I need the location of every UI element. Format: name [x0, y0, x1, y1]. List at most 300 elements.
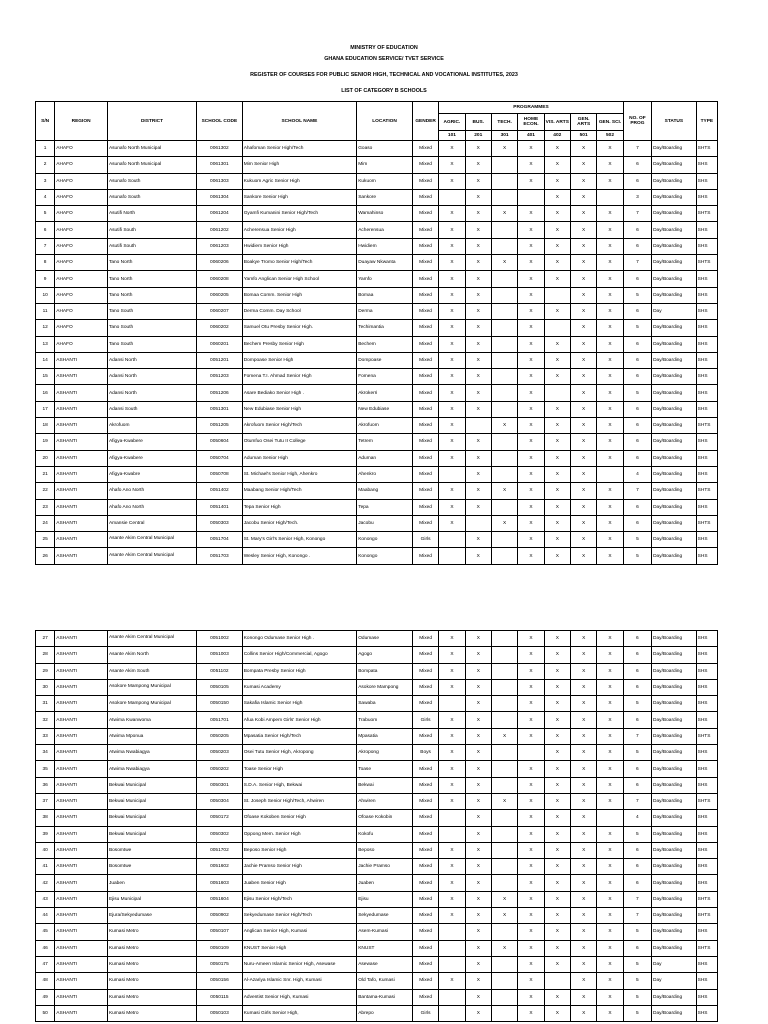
table-row [36, 320, 718, 336]
cell-gender: Mixed [412, 956, 438, 972]
cell-gen-arts: X [571, 793, 597, 809]
cell-gen-sci: X [597, 255, 623, 271]
cell-tech [491, 173, 517, 189]
cell-location: Acherensua [357, 222, 413, 238]
table-row [36, 631, 718, 647]
cell-region: ASHANTI [55, 712, 108, 728]
cell-num-prog: 6 [623, 499, 651, 515]
cell-gen-arts: X [570, 532, 596, 548]
cell-type: SHS [696, 336, 717, 352]
cell-num-prog: 7 [623, 891, 651, 907]
cell-location: Goaso [357, 141, 413, 157]
cell-bus: X [465, 826, 491, 842]
cell-sn: 50 [36, 1005, 55, 1021]
cell-gender: Mixed [412, 466, 438, 482]
table-row [36, 548, 718, 564]
cell-region: ASHANTI [55, 548, 108, 564]
header-code-401: 401 [518, 131, 544, 141]
table-row [36, 206, 718, 222]
cell-school-name: Oppong Mem. Senior High [242, 826, 357, 842]
cell-type: SHS [696, 875, 717, 891]
table-row [36, 1005, 718, 1021]
cell-district: Asante Akim South [107, 663, 196, 679]
cell-location: Sankore [357, 189, 413, 205]
cell-num-prog: 5 [623, 924, 651, 940]
cell-gen-arts: X [571, 940, 597, 956]
cell-school-name: Adventist Senior High, Kumasi [242, 989, 357, 1005]
cell-home-econ: X [518, 924, 544, 940]
cell-sn: 25 [36, 532, 55, 548]
cell-gen-sci: X [597, 401, 623, 417]
cell-location: Duayaw Nkwanta [357, 255, 413, 271]
cell-gen-sci: X [597, 434, 623, 450]
cell-gender: Boys [412, 745, 438, 761]
cell-tech [491, 745, 517, 761]
cell-home-econ: X [518, 450, 544, 466]
table-row [36, 810, 718, 826]
cell-tech: X [491, 940, 517, 956]
cell-gender: Mixed [412, 875, 438, 891]
cell-gen-arts: X [570, 434, 596, 450]
cell-gen-sci: X [597, 238, 623, 254]
cell-school-name: Sankore Senior High [242, 189, 357, 205]
cell-gen-arts: X [570, 189, 596, 205]
cell-school-name: Ofoase Kokoben Senior High [242, 810, 357, 826]
cell-agric [439, 956, 465, 972]
cell-gen-sci: X [597, 908, 623, 924]
cell-district: Kumasi Metro [107, 1005, 196, 1021]
cell-location: Wamahinso [357, 206, 413, 222]
cell-gender: Mixed [412, 647, 438, 663]
cell-bus: X [465, 908, 491, 924]
cell-status: Day [652, 303, 697, 319]
cell-gen-sci: X [597, 1005, 623, 1021]
table-row [36, 679, 718, 695]
cell-school-code: 0050150 [197, 696, 243, 712]
cell-tech [491, 842, 517, 858]
cell-type: SHS [696, 320, 717, 336]
cell-school-name: Derma Comm. Day School [242, 303, 357, 319]
cell-status: Day/Boarding [652, 320, 697, 336]
cell-location: Asem-Kumasi [357, 924, 413, 940]
cell-bus: X [465, 499, 491, 515]
cell-location: Jacobu [357, 515, 413, 531]
cell-type: SHS [696, 1005, 717, 1021]
table-row [36, 940, 718, 956]
cell-district: Asante Akim Central Municipal [107, 532, 196, 548]
cell-type: SHTS [696, 940, 717, 956]
cell-gen-sci: X [597, 663, 623, 679]
table-row [36, 875, 718, 891]
cell-agric: X [439, 206, 465, 222]
cell-agric: X [439, 238, 465, 254]
cell-district: Kumasi Metro [107, 973, 196, 989]
cell-sn: 47 [36, 956, 55, 972]
cell-tech [491, 336, 517, 352]
cell-gen-sci: X [597, 532, 623, 548]
cell-tech [491, 189, 517, 205]
cell-gen-sci: X [597, 450, 623, 466]
cell-region: ASHANTI [55, 418, 108, 434]
cell-status: Day/Boarding [652, 679, 697, 695]
cell-vis-arts: X [544, 206, 570, 222]
cell-agric: X [439, 712, 465, 728]
cell-district: Kumasi Metro [107, 924, 196, 940]
cell-bus: X [465, 989, 491, 1005]
cell-num-prog: 5 [623, 1005, 651, 1021]
cell-sn: 22 [36, 483, 55, 499]
cell-home-econ: X [518, 499, 544, 515]
cell-home-econ: X [518, 548, 544, 564]
cell-location: Bompata [357, 663, 413, 679]
cell-bus: X [465, 222, 491, 238]
cell-agric: X [439, 255, 465, 271]
cell-school-name: Tepa Senior High [242, 499, 357, 515]
cell-school-code: 0051701 [197, 712, 243, 728]
cell-bus: X [465, 320, 491, 336]
cell-bus: X [465, 842, 491, 858]
cell-num-prog: 6 [623, 875, 651, 891]
cell-school-code: 0060207 [197, 303, 243, 319]
cell-school-name: Otumfuo Osei Tutu II College [242, 434, 357, 450]
register-title: REGISTER OF COURSES FOR PUBLIC SENIOR HIGH, TECHNICAL AND VOCATIONAL INSTITUTES, 2023 [250, 72, 518, 78]
cell-sn: 15 [36, 369, 55, 385]
cell-sn: 28 [36, 647, 55, 663]
cell-agric: X [439, 973, 465, 989]
cell-gender: Mixed [412, 222, 438, 238]
cell-gen-arts: X [571, 679, 597, 695]
cell-district: Atwima Mponua [107, 728, 196, 744]
cell-num-prog: 5 [623, 745, 651, 761]
cell-district: Amansie Central [107, 515, 196, 531]
cell-region: AHAFO [55, 141, 108, 157]
cell-district: Asante Akim Central Municipal [107, 548, 196, 564]
cell-region: ASHANTI [55, 647, 108, 663]
cell-tech [491, 924, 517, 940]
cell-agric: X [439, 157, 465, 173]
cell-school-name: Yamfo Anglican Senior High School [242, 271, 357, 287]
cell-location: KNUST [357, 940, 413, 956]
cell-gender: Mixed [412, 141, 438, 157]
cell-gen-sci: X [597, 157, 623, 173]
cell-tech [491, 466, 517, 482]
header-code-101: 101 [439, 131, 465, 141]
cell-status: Day/Boarding [652, 777, 697, 793]
cell-bus: X [465, 352, 491, 368]
cell-tech: X [491, 255, 517, 271]
cell-school-name: Collins Senior High/Commercial, Agogo [242, 647, 357, 663]
cell-type: SHS [696, 287, 717, 303]
table-row [36, 696, 718, 712]
cell-num-prog: 6 [623, 173, 651, 189]
cell-vis-arts: X [544, 679, 570, 695]
cell-sn: 13 [36, 336, 55, 352]
cell-vis-arts: X [544, 418, 570, 434]
cell-num-prog: 6 [623, 761, 651, 777]
cell-district: Bosomtwe [107, 842, 196, 858]
header-code-201: 201 [465, 131, 491, 141]
cell-gen-arts: X [571, 712, 597, 728]
cell-type: SHS [696, 385, 717, 401]
cell-agric: X [439, 908, 465, 924]
cell-bus: X [465, 810, 491, 826]
cell-agric: X [439, 761, 465, 777]
cell-type: SHS [696, 352, 717, 368]
cell-agric: X [439, 483, 465, 499]
cell-status: Day/Boarding [652, 712, 697, 728]
cell-gender: Mixed [412, 287, 438, 303]
cell-vis-arts: X [544, 956, 570, 972]
cell-sn: 21 [36, 466, 55, 482]
cell-num-prog: 7 [623, 141, 651, 157]
cell-vis-arts: X [544, 189, 570, 205]
cell-district: Asunafo South [107, 189, 196, 205]
cell-vis-arts: X [544, 173, 570, 189]
cell-sn: 43 [36, 891, 55, 907]
cell-school-name: Boakye Tromo Senior High/Tech [242, 255, 357, 271]
cell-gender: Mixed [412, 761, 438, 777]
cell-gen-arts: X [571, 663, 597, 679]
cell-region: ASHANTI [55, 434, 108, 450]
cell-agric: X [439, 663, 465, 679]
cell-agric [439, 810, 465, 826]
cell-gen-arts: X [571, 826, 597, 842]
cell-school-code: 0050704 [197, 450, 243, 466]
cell-school-name: S.D.A. Senior High, Bekwai [242, 777, 357, 793]
cell-school-code: 0050103 [197, 1005, 243, 1021]
cell-district: Ahafo Ano North [107, 483, 196, 499]
cell-num-prog: 6 [623, 515, 651, 531]
cell-bus: X [465, 924, 491, 940]
cell-status: Day/Boarding [652, 499, 697, 515]
cell-gender: Mixed [412, 859, 438, 875]
cell-vis-arts: X [544, 875, 570, 891]
cell-gender: Mixed [412, 157, 438, 173]
table-row [36, 712, 718, 728]
cell-gen-arts: X [571, 761, 597, 777]
cell-agric: X [439, 303, 465, 319]
cell-status: Day [652, 973, 697, 989]
cell-school-code: 0050156 [197, 973, 243, 989]
cell-status: Day/Boarding [652, 761, 697, 777]
cell-num-prog: 7 [623, 908, 651, 924]
cell-vis-arts: X [544, 891, 570, 907]
cell-bus: X [465, 793, 491, 809]
cell-agric [439, 548, 465, 564]
cell-status: Day/Boarding [652, 369, 697, 385]
cell-district: Ejura/Sekyedumase [107, 908, 196, 924]
cell-tech: X [491, 793, 517, 809]
cell-location: Hwidiem [357, 238, 413, 254]
cell-tech [491, 320, 517, 336]
cell-sn: 35 [36, 761, 55, 777]
cell-num-prog: 6 [623, 631, 651, 647]
cell-vis-arts [544, 973, 570, 989]
cell-home-econ: X [518, 287, 544, 303]
cell-vis-arts: X [544, 810, 570, 826]
cell-home-econ: X [518, 940, 544, 956]
cell-bus: X [465, 173, 491, 189]
cell-tech [491, 222, 517, 238]
cell-agric [439, 532, 465, 548]
cell-district: Afigya-Kwabere [107, 450, 196, 466]
cell-num-prog: 5 [623, 956, 651, 972]
cell-bus: X [465, 777, 491, 793]
cell-gen-sci: X [597, 352, 623, 368]
cell-gen-arts: X [570, 515, 596, 531]
table-row [36, 973, 718, 989]
cell-gen-arts: X [570, 141, 596, 157]
cell-gen-sci [597, 189, 623, 205]
cell-num-prog: 6 [623, 369, 651, 385]
cell-vis-arts: X [544, 141, 570, 157]
cell-gen-arts: X [570, 222, 596, 238]
cell-region: AHAFO [55, 303, 108, 319]
cell-type: SHTS [696, 418, 717, 434]
cell-type: SHS [696, 663, 717, 679]
cell-type: SHTS [696, 793, 717, 809]
table-row [36, 989, 718, 1005]
cell-home-econ [518, 189, 544, 205]
cell-district: Asante Akim Central Municipal [107, 631, 196, 647]
cell-num-prog: 6 [623, 712, 651, 728]
cell-vis-arts [544, 385, 570, 401]
cell-region: ASHANTI [55, 973, 108, 989]
cell-location: Old Tafo, Kumasi [357, 973, 413, 989]
cell-school-name: Hwidiem Senior High [242, 238, 357, 254]
cell-home-econ: X [518, 483, 544, 499]
cell-type: SHS [696, 631, 717, 647]
cell-type: SHTS [696, 255, 717, 271]
cell-location: Bechem [357, 336, 413, 352]
cell-school-name: Bompata Presby Senior High [242, 663, 357, 679]
cell-location: Bantama-Kumasi [357, 989, 413, 1005]
cell-bus: X [465, 1005, 491, 1021]
cell-type: SHTS [696, 483, 717, 499]
cell-num-prog: 6 [623, 434, 651, 450]
cell-bus: X [465, 696, 491, 712]
cell-type: SHS [696, 271, 717, 287]
cell-gen-arts: X [570, 401, 596, 417]
cell-sn: 12 [36, 320, 55, 336]
service-title: GHANA EDUCATION SERVICE/ TVET SERVICE [324, 56, 444, 62]
cell-bus: X [465, 271, 491, 287]
cell-school-name: Samuel Otu Presby Senior High. [242, 320, 357, 336]
cell-district: Bosomtwe [107, 859, 196, 875]
cell-gen-arts: X [570, 157, 596, 173]
cell-gen-arts: X [570, 238, 596, 254]
cell-location: New Edubiase [357, 401, 413, 417]
cell-bus: X [465, 238, 491, 254]
cell-status: Day/Boarding [652, 1005, 697, 1021]
cell-vis-arts: X [544, 826, 570, 842]
cell-region: ASHANTI [55, 891, 108, 907]
cell-gen-sci [597, 466, 623, 482]
cell-home-econ: X [518, 141, 544, 157]
cell-gender: Mixed [412, 385, 438, 401]
cell-tech [491, 352, 517, 368]
cell-sn: 3 [36, 173, 55, 189]
cell-school-name: Fomena T.I. Ahmad Senior High [242, 369, 357, 385]
cell-sn: 27 [36, 631, 55, 647]
cell-gen-sci: X [597, 336, 623, 352]
cell-num-prog: 6 [623, 777, 651, 793]
cell-school-name: Sekyedumase Senior High/Tech [242, 908, 357, 924]
cell-type: SHS [696, 157, 717, 173]
schools-table-part-1 [35, 101, 718, 565]
cell-gen-arts: X [571, 777, 597, 793]
cell-location: Sawaba [357, 696, 413, 712]
cell-district: Asunafo North Municipal [107, 157, 196, 173]
cell-region: ASHANTI [55, 810, 108, 826]
cell-home-econ: X [518, 647, 544, 663]
cell-gen-arts: X [571, 989, 597, 1005]
cell-vis-arts: X [544, 401, 570, 417]
cell-region: AHAFO [55, 238, 108, 254]
cell-region: AHAFO [55, 173, 108, 189]
cell-gender: Mixed [412, 696, 438, 712]
cell-type: SHS [696, 761, 717, 777]
cell-status: Day/Boarding [652, 189, 697, 205]
category-title: LIST OF CATEGORY B SCHOOLS [341, 88, 427, 94]
cell-agric: X [439, 369, 465, 385]
cell-gen-sci: X [597, 712, 623, 728]
cell-vis-arts: X [544, 255, 570, 271]
cell-status: Day/Boarding [652, 173, 697, 189]
cell-location: Maabang [357, 483, 413, 499]
cell-home-econ: X [518, 1005, 544, 1021]
cell-num-prog: 5 [623, 826, 651, 842]
cell-bus: X [465, 206, 491, 222]
cell-location: Ahenkro [357, 466, 413, 482]
table-row [36, 173, 718, 189]
cell-gen-sci: X [597, 761, 623, 777]
cell-location: Yamfo [357, 271, 413, 287]
cell-home-econ: X [518, 255, 544, 271]
cell-agric: X [439, 173, 465, 189]
cell-status: Day/Boarding [652, 532, 697, 548]
cell-tech [491, 826, 517, 842]
cell-tech [491, 875, 517, 891]
cell-sn: 5 [36, 206, 55, 222]
table-row [36, 859, 718, 875]
cell-vis-arts: X [544, 859, 570, 875]
cell-tech [491, 777, 517, 793]
cell-location: Agogo [357, 647, 413, 663]
cell-gen-sci: X [597, 320, 623, 336]
cell-gen-sci: X [597, 924, 623, 940]
cell-tech [491, 859, 517, 875]
cell-type: SHS [696, 712, 717, 728]
cell-vis-arts: X [544, 303, 570, 319]
cell-gender: Mixed [412, 989, 438, 1005]
cell-home-econ: X [518, 418, 544, 434]
cell-vis-arts: X [544, 222, 570, 238]
cell-num-prog: 5 [623, 385, 651, 401]
cell-school-code: 0061302 [197, 141, 243, 157]
cell-status: Day/Boarding [652, 696, 697, 712]
cell-num-prog: 4 [623, 466, 651, 482]
cell-school-code: 0050175 [197, 956, 243, 972]
cell-vis-arts: X [544, 499, 570, 515]
cell-gender: Mixed [412, 320, 438, 336]
cell-gen-sci: X [597, 303, 623, 319]
cell-location: Aduman [357, 450, 413, 466]
cell-vis-arts: X [544, 466, 570, 482]
cell-gender: Mixed [412, 940, 438, 956]
cell-home-econ: X [518, 515, 544, 531]
cell-tech [491, 631, 517, 647]
